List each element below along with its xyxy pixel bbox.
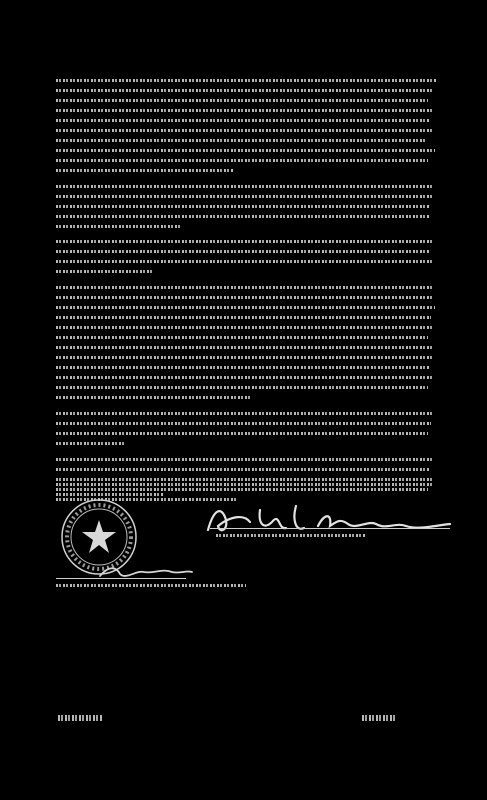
text-line <box>56 468 430 471</box>
text-line <box>56 119 430 122</box>
text-line <box>56 396 252 399</box>
text-line <box>56 205 430 208</box>
mayor-caption <box>216 534 366 537</box>
text-line <box>56 89 432 92</box>
signature-line-secretary <box>56 578 186 579</box>
text-line <box>56 432 428 435</box>
text-line <box>56 386 428 389</box>
text-line <box>56 326 433 329</box>
text-line <box>56 149 435 152</box>
text-line <box>56 195 434 198</box>
text-line <box>56 270 154 273</box>
text-line <box>56 79 436 82</box>
text-line <box>56 356 432 359</box>
text-line <box>56 422 431 425</box>
text-line <box>56 129 434 132</box>
text-line <box>56 99 428 102</box>
text-line <box>56 225 182 228</box>
text-line <box>56 185 432 188</box>
text-line <box>56 240 433 243</box>
footer-date <box>58 715 102 721</box>
text-line <box>56 366 430 369</box>
secretary-caption <box>56 584 246 587</box>
text-line <box>56 376 433 379</box>
text-line <box>56 169 234 172</box>
text-line <box>56 478 434 481</box>
text-line <box>56 306 435 309</box>
text-line <box>56 316 431 319</box>
closing-text-line <box>56 483 433 486</box>
text-line <box>56 139 427 142</box>
text-line <box>56 159 428 162</box>
closing-text-line <box>56 493 164 496</box>
text-line <box>56 250 430 253</box>
text-line <box>56 109 433 112</box>
text-line <box>56 412 434 415</box>
text-line <box>56 296 432 299</box>
text-line <box>56 286 434 289</box>
text-line <box>56 336 428 339</box>
text-line <box>56 442 126 445</box>
text-line <box>56 215 429 218</box>
secretary-signature <box>96 562 196 582</box>
text-line <box>56 458 433 461</box>
footer-page-number <box>362 715 396 721</box>
signature-line-mayor <box>210 528 450 529</box>
text-line <box>56 488 428 491</box>
text-line <box>56 346 434 349</box>
text-line <box>56 260 432 263</box>
